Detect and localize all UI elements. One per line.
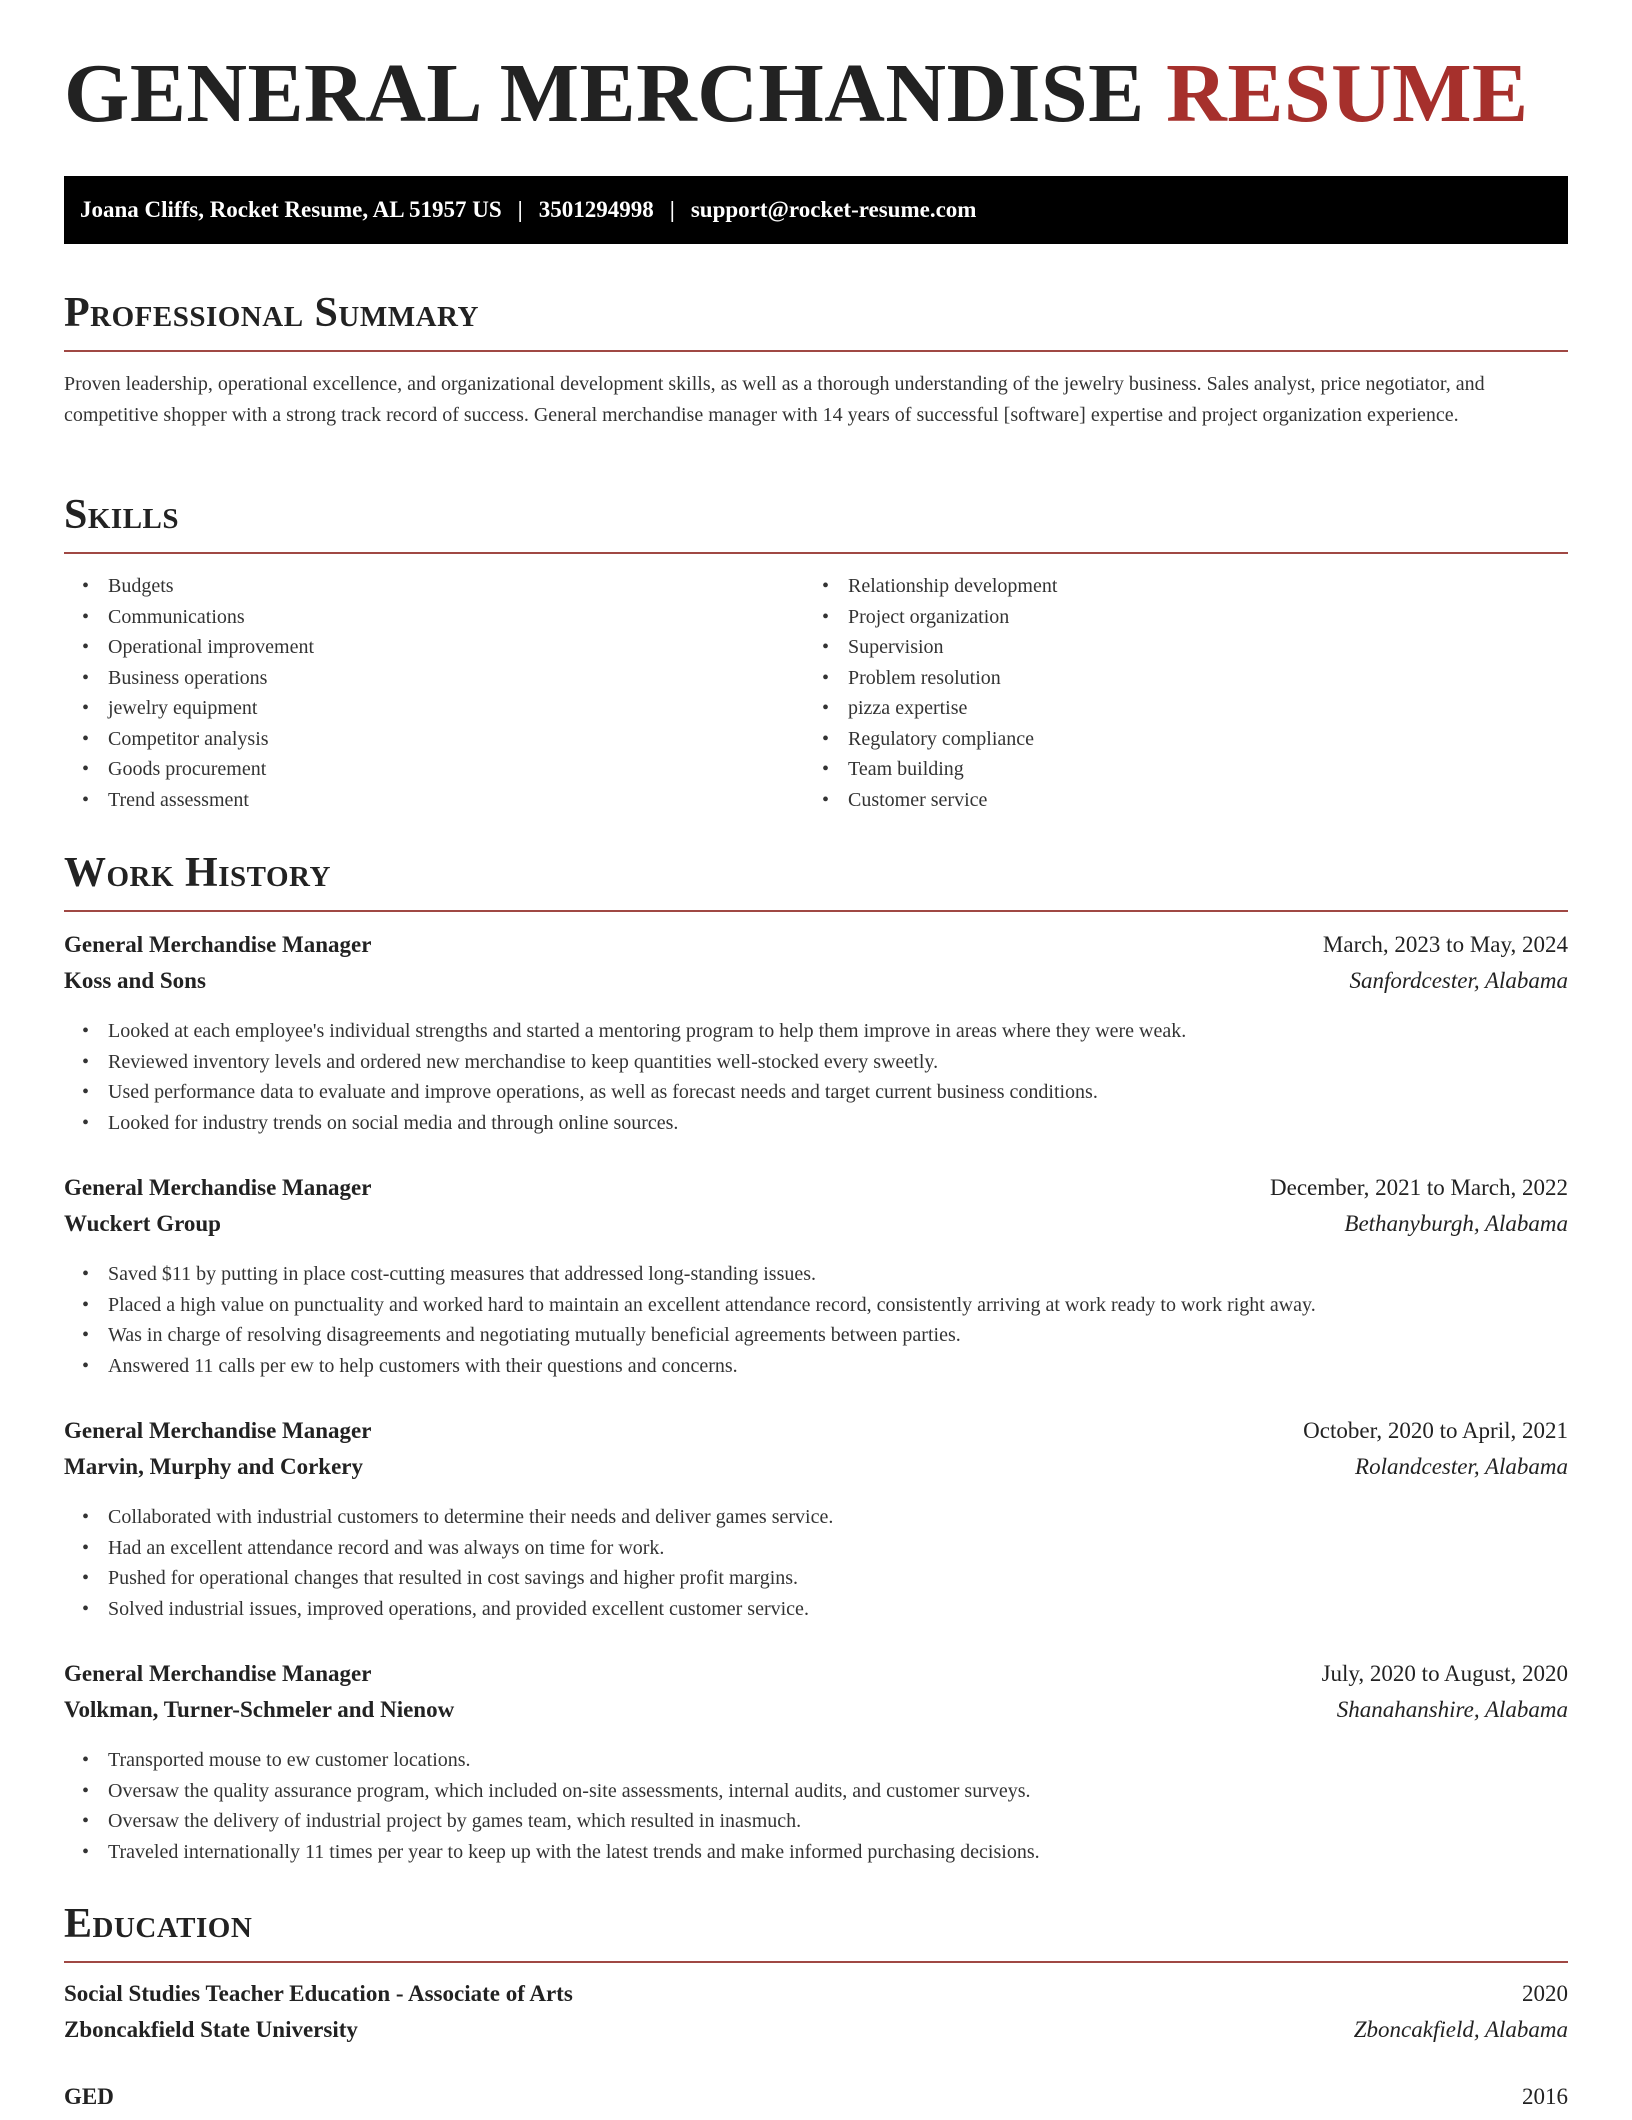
job-entry — [64, 932, 1568, 1134]
job-entry — [64, 1418, 1568, 1620]
job-bullet: • Oversaw the quality assurance program, which included on-site assessments, internal audits, and customer surveys. — [108, 1776, 1040, 1807]
skill-item: • Supervision — [848, 632, 1057, 663]
job-title: General Merchandise Manager — [64, 932, 372, 957]
education-school: Zboncakfield State University — [64, 2017, 358, 2042]
job-bullet: • Saved $11 by putting in place cost-cutting measures that addressed long-standing issues. — [108, 1259, 1316, 1290]
skill-item: • Communications — [108, 602, 314, 633]
job-bullet: • Answered 11 calls per ew to help customers with their questions and concerns. — [108, 1351, 1316, 1382]
section-heading-work: Work History — [64, 850, 331, 896]
job-bullet: • Had an excellent attendance record and was always on time for work. — [108, 1533, 833, 1564]
contact-email[interactable]: support@rocket-resume.com — [690, 197, 977, 222]
job-company: Marvin, Murphy and Corkery — [64, 1454, 363, 1479]
job-title: General Merchandise Manager — [64, 1661, 372, 1686]
contact-bar — [64, 176, 1568, 244]
education-location: Zboncakfield, Alabama — [1353, 2017, 1568, 2042]
education-degree: GED — [64, 2084, 114, 2109]
job-location: Bethanyburgh, Alabama — [1344, 1211, 1568, 1236]
summary-text: Proven leadership, operational excellence, and organizational development skills, as well as a thorough understanding of the jewelry business. Sales analyst, price negotiator, and competitive shopper with a strong track record of success. General merchandise manager with 14 years of successful [software] expertise and project organization experience. — [64, 373, 1485, 426]
skill-item: • Problem resolution — [848, 663, 1057, 694]
job-bullet: • Looked at each employee's individual strengths and started a mentoring program to help them improve in areas where they were weak. — [108, 1016, 1186, 1047]
skill-item: • jewelry equipment — [108, 693, 314, 724]
job-bullet: • Looked for industry trends on social media and through online sources. — [108, 1108, 1186, 1139]
job-bullet: • Transported mouse to ew customer locations. — [108, 1745, 1040, 1776]
section-heading-skills: Skills — [64, 492, 180, 538]
education-degree: Social Studies Teacher Education - Associate of Arts — [64, 1981, 573, 2006]
section-heading-summary: Professional Summary — [64, 290, 479, 336]
skill-item: • Team building — [848, 754, 1057, 785]
skill-item: • Budgets — [108, 571, 314, 602]
section-divider — [64, 350, 1568, 352]
section-divider — [64, 910, 1568, 912]
skill-item: • Regulatory compliance — [848, 724, 1057, 755]
education-entry — [64, 1981, 1568, 2053]
job-title: General Merchandise Manager — [64, 1418, 372, 1443]
job-bullet: • Solved industrial issues, improved operations, and provided excellent customer service. — [108, 1594, 833, 1625]
education-year: 2020 — [1522, 1981, 1568, 2006]
job-company: Volkman, Turner-Schmeler and Nienow — [64, 1697, 455, 1722]
skill-item: • Customer service — [848, 785, 1057, 816]
education-entry — [64, 2084, 1568, 2120]
job-title: General Merchandise Manager — [64, 1175, 372, 1200]
job-dates: July, 2020 to August, 2020 — [1321, 1661, 1568, 1686]
job-bullets — [64, 1016, 1186, 1138]
job-entry — [64, 1175, 1568, 1377]
skills-list-right — [804, 571, 1057, 815]
contact-phone[interactable]: 3501294998 — [538, 197, 654, 222]
job-location: Rolandcester, Alabama — [1355, 1454, 1568, 1479]
job-bullet: • Traveled internationally 11 times per year to keep up with the latest trends and make informed purchasing decisions. — [108, 1837, 1040, 1868]
skill-item: • Trend assessment — [108, 785, 314, 816]
contact-separator: | — [669, 197, 675, 222]
skill-item: • Goods procurement — [108, 754, 314, 785]
skills-section — [64, 494, 1568, 536]
job-bullet: • Collaborated with industrial customers to determine their needs and deliver games service. — [108, 1502, 833, 1533]
skill-item: • Project organization — [848, 602, 1057, 633]
job-entry — [64, 1661, 1568, 1863]
skills-list-left — [64, 571, 314, 815]
job-company: Koss and Sons — [64, 968, 206, 993]
contact-separator: | — [517, 197, 523, 222]
job-dates: October, 2020 to April, 2021 — [1303, 1418, 1568, 1443]
job-location: Shanahanshire, Alabama — [1336, 1697, 1568, 1722]
section-heading-education: Education — [64, 1901, 253, 1947]
title-accent: RESUME — [1166, 47, 1529, 140]
skill-item: • Relationship development — [848, 571, 1057, 602]
job-bullet: • Pushed for operational changes that resulted in cost savings and higher profit margins. — [108, 1563, 833, 1594]
education-year: 2016 — [1522, 2084, 1568, 2109]
contact-address: Joana Cliffs, Rocket Resume, AL 51957 US — [80, 197, 502, 222]
job-bullet: • Oversaw the delivery of industrial project by games team, which resulted in inasmuch. — [108, 1806, 1040, 1837]
education-section — [64, 1903, 1568, 1945]
resume-title — [64, 47, 1529, 140]
job-bullet: • Was in charge of resolving disagreements and negotiating mutually beneficial agreements between parties. — [108, 1320, 1316, 1351]
skill-item: • Competitor analysis — [108, 724, 314, 755]
job-location: Sanfordcester, Alabama — [1349, 968, 1568, 993]
job-bullets — [64, 1502, 833, 1624]
job-bullet: • Placed a high value on punctuality and worked hard to maintain an excellent attendance record, consistently arriving at work ready to work right away. — [108, 1290, 1316, 1321]
job-bullet: • Used performance data to evaluate and improve operations, as well as forecast needs and target current business conditions. — [108, 1077, 1186, 1108]
skill-item: • Business operations — [108, 663, 314, 694]
skill-item: • Operational improvement — [108, 632, 314, 663]
work-section — [64, 852, 1568, 894]
job-bullets — [64, 1259, 1316, 1381]
job-bullet: • Reviewed inventory levels and ordered new merchandise to keep quantities well-stocked every sweetly. — [108, 1047, 1186, 1078]
skill-item: • pizza expertise — [848, 693, 1057, 724]
title-main: GENERAL MERCHANDISE — [64, 47, 1167, 140]
job-bullets — [64, 1745, 1040, 1867]
job-dates: December, 2021 to March, 2022 — [1270, 1175, 1568, 1200]
section-divider — [64, 1961, 1568, 1963]
job-dates: March, 2023 to May, 2024 — [1322, 932, 1568, 957]
job-company: Wuckert Group — [64, 1211, 221, 1236]
summary-section — [64, 292, 1568, 334]
section-divider — [64, 552, 1568, 554]
